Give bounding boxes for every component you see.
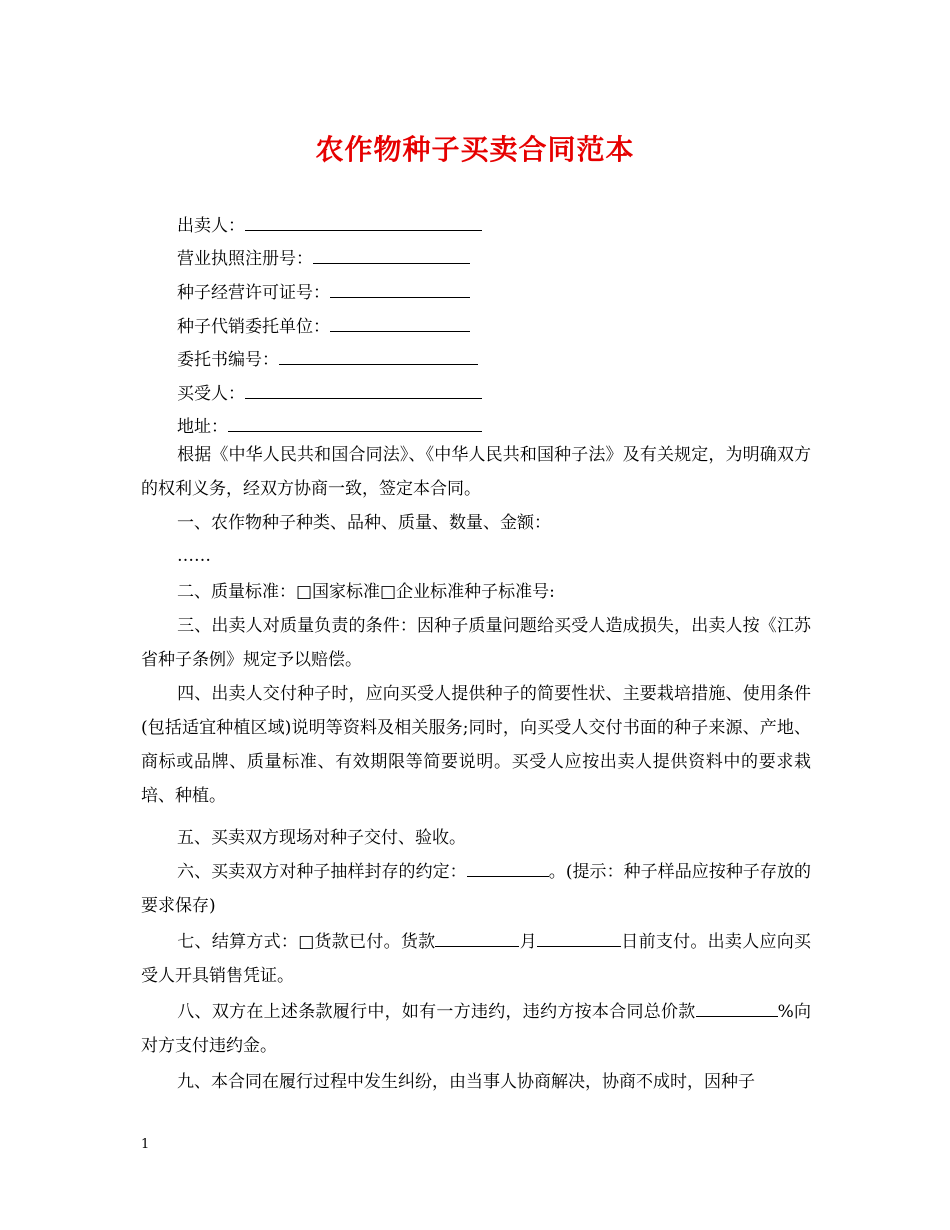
clause-8-blank — [696, 1000, 770, 1017]
field-seed-permit-blank — [330, 279, 470, 298]
clause-7-text-b: 月 — [519, 932, 538, 952]
ellipsis: …… — [177, 546, 211, 566]
preamble-text: 根据《中华人民共和国合同法》、《中华人民共和国种子法》及有关规定，为明确双方的权利义务，经双方协商一致，签定本合同。 — [141, 445, 811, 499]
field-buyer — [177, 380, 482, 404]
clause-3-text: 三、出卖人对质量负责的条件：因种子质量问题给买受人造成损失，出卖人按《江苏省种子条例》规定予以赔偿。 — [141, 616, 811, 670]
field-address-label: 地址： — [177, 417, 228, 437]
field-license-number-label: 营业执照注册号： — [177, 249, 313, 269]
clause-3 — [141, 609, 811, 677]
clause-5-text: 五、买卖双方现场对种子交付、验收。 — [177, 828, 466, 848]
clause-7-text-c: 日前支付。出卖人应向买受人开具销售凭证。 — [141, 932, 812, 986]
clause-9-text: 九、本合同在履行过程中发生纠纷，由当事人协商解决，协商不成时，因种子 — [177, 1072, 755, 1092]
field-entrust-number — [177, 346, 478, 370]
field-seed-permit — [177, 279, 470, 303]
field-license-number-blank — [313, 245, 470, 264]
clause-5 — [141, 821, 811, 855]
field-license-number — [177, 245, 470, 269]
field-agent-unit — [177, 313, 470, 337]
clause-6-text-a: 六、买卖双方对种子抽样封存的约定： — [177, 862, 467, 882]
field-seller-blank — [245, 212, 482, 231]
field-seller — [177, 212, 482, 236]
clause-2 — [141, 575, 811, 609]
field-agent-unit-label: 种子代销委托单位： — [177, 317, 330, 337]
clause-8-text-b: %向对方支付违约金。 — [141, 1002, 812, 1056]
field-entrust-number-blank — [279, 346, 478, 365]
clause-7-blank-month — [435, 930, 519, 947]
field-seller-label: 出卖人： — [177, 216, 245, 236]
page-number: 1 — [141, 1137, 150, 1152]
field-address — [177, 413, 482, 437]
field-buyer-label: 买受人： — [177, 384, 245, 404]
clause-2-text: 二、质量标准：□国家标准□企业标准种子标准号: — [177, 582, 555, 602]
clause-6-blank — [467, 860, 549, 877]
clause-1-text: 一、农作物种子种类、品种、质量、数量、金额： — [177, 513, 551, 533]
field-agent-unit-blank — [330, 313, 470, 332]
preamble-paragraph — [141, 438, 811, 506]
clause-7 — [141, 925, 811, 993]
field-seed-permit-label: 种子经营许可证号： — [177, 283, 330, 303]
clause-6-text-b: 。(提示：种子样品应按种子存放的要求保存) — [141, 862, 812, 916]
field-entrust-number-label: 委托书编号： — [177, 350, 279, 370]
clause-4-text: 四、出卖人交付种子时，应向买受人提供种子的简要性状、主要栽培措施、使用条件(包括适宜种植区域)说明等资料及相关服务;同时，向买受人交付书面的种子来源、产地、商标或品牌、质量标准、有效期限等简要说明。买受人应按出卖人提供资料中的要求栽培、种植。 — [141, 684, 811, 806]
field-buyer-blank — [245, 380, 482, 399]
clause-1 — [141, 506, 811, 540]
clause-8-blank-tail — [770, 1000, 778, 1017]
document-title: 农作物种子买卖合同范本 — [315, 133, 635, 166]
field-address-blank — [228, 413, 482, 432]
clause-7-text-a: 七、结算方式：□货款已付。货款 — [177, 932, 436, 952]
clause-8 — [141, 995, 811, 1063]
clause-9 — [141, 1065, 811, 1099]
clause-8-text-a: 八、双方在上述条款履行中，如有一方违约，违约方按本合同总价款 — [177, 1002, 696, 1022]
clause-4 — [141, 677, 811, 813]
clause-7-blank-day — [537, 930, 621, 947]
clause-6 — [141, 855, 811, 923]
